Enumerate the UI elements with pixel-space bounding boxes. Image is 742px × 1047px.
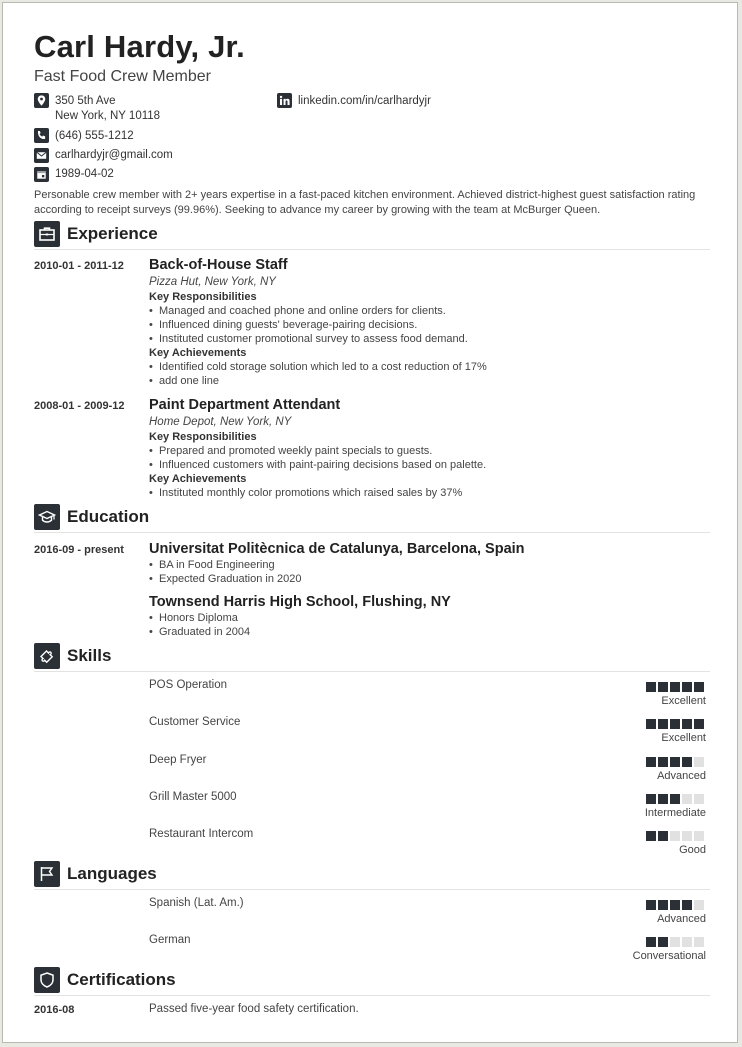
skill-level-meter bbox=[644, 757, 706, 767]
skill-level-meter bbox=[644, 719, 706, 729]
skill-name: Customer Service bbox=[149, 716, 241, 728]
responsibilities-label: Key Responsibilities bbox=[149, 291, 257, 303]
shield-icon bbox=[34, 967, 60, 993]
certifications-section-title: Certifications bbox=[67, 970, 176, 989]
birthdate: 1989-04-02 bbox=[55, 168, 114, 180]
candidate-name: Carl Hardy, Jr. bbox=[34, 29, 245, 64]
experience-date: 2008-01 - 2009-12 bbox=[34, 400, 125, 412]
experience-company: Pizza Hut, New York, NY bbox=[149, 276, 276, 288]
school-name: Townsend Harris High School, Flushing, NY bbox=[149, 594, 451, 610]
meter-square bbox=[670, 794, 680, 804]
skill-level-label: Advanced bbox=[657, 770, 706, 782]
resume-page bbox=[2, 2, 738, 1043]
list-item: • Graduated in 2004 bbox=[149, 626, 250, 638]
meter-square bbox=[646, 831, 656, 841]
list-item: • Prepared and promoted weekly paint specials to guests. bbox=[149, 445, 432, 457]
education-date: 2016-09 - present bbox=[34, 544, 124, 556]
meter-square bbox=[646, 757, 656, 767]
meter-square bbox=[694, 757, 704, 767]
meter-square bbox=[694, 900, 704, 910]
address-line-1: 350 5th Ave bbox=[55, 95, 116, 107]
certification-date: 2016-08 bbox=[34, 1004, 75, 1016]
meter-square bbox=[682, 757, 692, 767]
meter-square bbox=[646, 900, 656, 910]
skills-section-title: Skills bbox=[67, 646, 112, 665]
meter-square bbox=[658, 794, 668, 804]
meter-square bbox=[670, 757, 680, 767]
address-line-2: New York, NY 10118 bbox=[55, 110, 161, 122]
meter-square bbox=[670, 682, 680, 692]
education-section-title: Education bbox=[67, 507, 150, 526]
experience-section-header bbox=[34, 221, 710, 250]
experience-section-title: Experience bbox=[67, 224, 158, 243]
languages-section-header bbox=[34, 861, 710, 890]
skill-level-label: Excellent bbox=[661, 732, 706, 744]
skill-name: Restaurant Intercom bbox=[149, 828, 254, 840]
calendar-icon bbox=[34, 167, 49, 182]
experience-role: Paint Department Attendant bbox=[149, 397, 341, 413]
linkedin-icon bbox=[277, 93, 292, 108]
list-item: • Identified cold storage solution which led to a cost reduction of 17% bbox=[149, 361, 487, 373]
list-item: • Expected Graduation in 2020 bbox=[149, 573, 302, 585]
languages-section-title: Languages bbox=[67, 864, 157, 883]
skill-level-meter bbox=[644, 831, 706, 841]
school-name: Universitat Politècnica de Catalunya, Barcelona, Spain bbox=[149, 541, 525, 557]
certifications-section-header bbox=[34, 967, 710, 996]
list-item: • Influenced dining guests' beverage-pairing decisions. bbox=[149, 319, 417, 331]
certification-text: Passed five-year food safety certification. bbox=[149, 1003, 359, 1015]
meter-square bbox=[658, 937, 668, 947]
meter-square bbox=[670, 900, 680, 910]
skill-level-label: Good bbox=[679, 844, 706, 856]
meter-square bbox=[670, 831, 680, 841]
skill-name: Grill Master 5000 bbox=[149, 791, 237, 803]
meter-square bbox=[658, 900, 668, 910]
puzzle-icon bbox=[34, 643, 60, 669]
meter-square bbox=[694, 831, 704, 841]
meter-square bbox=[682, 794, 692, 804]
responsibilities-label: Key Responsibilities bbox=[149, 431, 257, 443]
meter-square bbox=[682, 900, 692, 910]
meter-square bbox=[658, 682, 668, 692]
list-item: • Instituted monthly color promotions which raised sales by 37% bbox=[149, 487, 462, 499]
language-name: Spanish (Lat. Am.) bbox=[149, 897, 244, 909]
skill-level-label: Excellent bbox=[661, 695, 706, 707]
list-item: • Managed and coached phone and online orders for clients. bbox=[149, 305, 446, 317]
job-title: Fast Food Crew Member bbox=[34, 68, 211, 85]
list-item: • Instituted customer promotional survey to assess food demand. bbox=[149, 333, 468, 345]
list-item: • Honors Diploma bbox=[149, 612, 238, 624]
professional-summary: Personable crew member with 2+ years expertise in a fast-paced kitchen environment. Achieved district-highest guest satisfaction rating according to receipt surveys (99.96%). Seeking to advance my career by growing with the team at McBurger Queen. bbox=[34, 189, 696, 216]
meter-square bbox=[682, 719, 692, 729]
meter-square bbox=[658, 757, 668, 767]
map-pin-icon bbox=[34, 93, 49, 108]
meter-square bbox=[646, 719, 656, 729]
list-item: • BA in Food Engineering bbox=[149, 559, 275, 571]
language-level-label: Advanced bbox=[657, 913, 706, 925]
list-item: • Influenced customers with paint-pairing decisions based on palette. bbox=[149, 459, 486, 471]
experience-role: Back-of-House Staff bbox=[149, 257, 288, 273]
envelope-icon bbox=[34, 148, 49, 163]
meter-square bbox=[646, 682, 656, 692]
achievements-label: Key Achievements bbox=[149, 347, 247, 359]
skill-level-meter bbox=[644, 794, 706, 804]
flag-icon bbox=[34, 861, 60, 887]
language-name: German bbox=[149, 934, 191, 946]
list-item: • add one line bbox=[149, 375, 219, 387]
skill-level-meter bbox=[644, 682, 706, 692]
meter-square bbox=[670, 937, 680, 947]
meter-square bbox=[682, 682, 692, 692]
skill-level-label: Intermediate bbox=[644, 807, 706, 819]
meter-square bbox=[694, 794, 704, 804]
language-level-meter bbox=[644, 937, 706, 947]
graduation-cap-icon bbox=[34, 504, 60, 530]
skill-name: Deep Fryer bbox=[149, 754, 207, 766]
language-level-label: Conversational bbox=[632, 950, 706, 962]
phone-number[interactable]: (646) 555-1212 bbox=[55, 130, 134, 142]
experience-company: Home Depot, New York, NY bbox=[149, 416, 292, 428]
education-section-header bbox=[34, 504, 710, 533]
phone-icon bbox=[34, 128, 49, 143]
briefcase-icon bbox=[34, 221, 60, 247]
meter-square bbox=[682, 937, 692, 947]
meter-square bbox=[670, 719, 680, 729]
language-level-meter bbox=[644, 900, 706, 910]
meter-square bbox=[658, 719, 668, 729]
meter-square bbox=[658, 831, 668, 841]
email-address[interactable]: carlhardyjr@gmail.com bbox=[55, 149, 173, 161]
meter-square bbox=[646, 794, 656, 804]
skill-name: POS Operation bbox=[149, 679, 227, 691]
skills-section-header bbox=[34, 643, 710, 672]
achievements-label: Key Achievements bbox=[149, 473, 247, 485]
meter-square bbox=[646, 937, 656, 947]
experience-date: 2010-01 - 2011-12 bbox=[34, 260, 124, 272]
meter-square bbox=[682, 831, 692, 841]
meter-square bbox=[694, 719, 704, 729]
linkedin-url[interactable]: linkedin.com/in/carlhardyjr bbox=[298, 95, 431, 107]
meter-square bbox=[694, 937, 704, 947]
meter-square bbox=[694, 682, 704, 692]
